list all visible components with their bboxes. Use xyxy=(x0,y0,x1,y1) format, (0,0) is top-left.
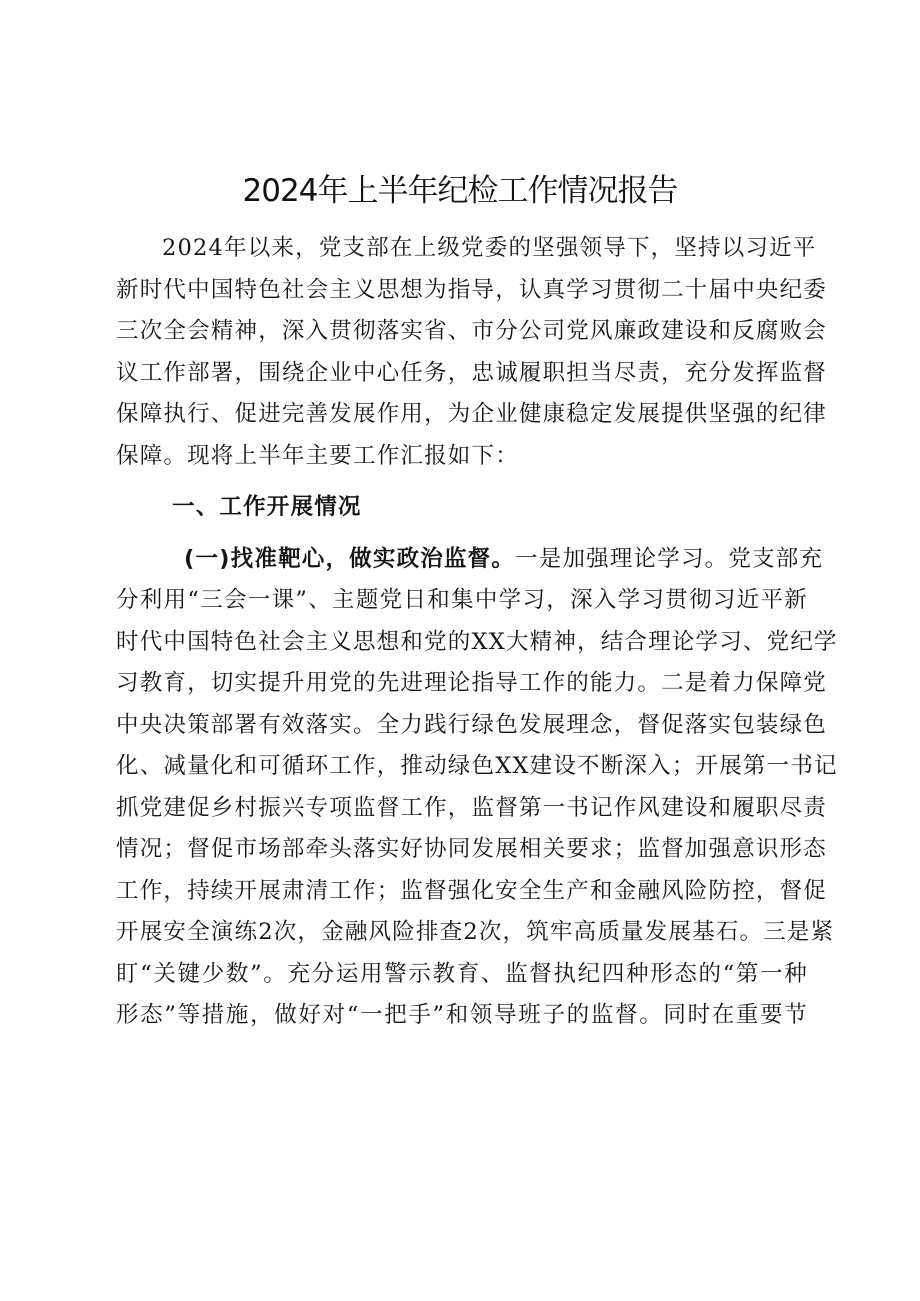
subsection-line-3: 时代中国特色社会主义思想和党的XX大精神，结合理论学习、党纪学 xyxy=(116,628,838,655)
intro-line-6: 保障。现将上半年主要工作汇报如下： xyxy=(116,442,519,469)
intro-line-5: 保障执行、促进完善发展作用，为企业健康稳定发展提供坚强的纪律 xyxy=(116,401,828,427)
subsection-heading: (一)找准靶心，做实政治监督。 xyxy=(184,545,516,572)
section-heading: 一、工作开展情况 xyxy=(172,494,362,520)
subsection-line-2: 分利用“三会一课”、主题党日和集中学习，深入学习贯彻习近平新 xyxy=(116,587,808,613)
subsection-text-1: 一是加强理论学习。党支部充 xyxy=(515,545,824,572)
subsection-line-4: 习教育，切实提升用党的先进理论指导工作的能力。二是着力保障党 xyxy=(116,670,828,696)
document-title: 2024年上半年纪检工作情况报告 xyxy=(242,173,678,209)
subsection-line-1 xyxy=(116,539,824,581)
subsection-line-12: 形态”等措施，做好对“一把手”和领导班子的监督。同时在重要节 xyxy=(116,1002,808,1028)
intro-line-4: 议工作部署，围绕企业中心任务，忠诚履职担当尽责，充分发挥监督 xyxy=(116,359,828,386)
subsection-line-8: 情况；督促市场部牵头落实好协同发展相关要求；监督加强意识形态 xyxy=(116,836,828,862)
subsection-line-9: 工作，持续开展肃清工作；监督强化安全生产和金融风险防控，督促 xyxy=(116,877,828,904)
subsection-line-6: 化、减量化和可循环工作，推动绿色XX建设不断深入；开展第一书记 xyxy=(116,753,838,779)
subsection-line-11: 盯“关键少数”。充分运用警示教育、监督执纪四种形态的“第一种 xyxy=(116,960,808,987)
subsection-line-5: 中央决策部署有效落实。全力践行绿色发展理念，督促落实包装绿色 xyxy=(116,711,828,738)
section-heading-line xyxy=(116,487,808,529)
intro-line-1 xyxy=(116,228,817,270)
subsection-line-10: 开展安全演练2次，金融风险排查2次，筑牢高质量发展基石。三是紧 xyxy=(116,919,835,945)
intro-line-2: 新时代中国特色社会主义思想为指导，认真学习贯彻二十届中央纪委 xyxy=(116,276,828,303)
intro-text-1: 2024年以来，党支部在上级党委的坚强领导下，坚持以习近平 xyxy=(162,235,817,261)
intro-line-3: 三次全会精神，深入贯彻落实省、市分公司党风廉政建设和反腐败会 xyxy=(116,318,828,344)
subsection-line-7: 抓党建促乡村振兴专项监督工作，监督第一书记作风建设和履职尽责 xyxy=(116,794,828,821)
document-body xyxy=(116,228,838,1037)
